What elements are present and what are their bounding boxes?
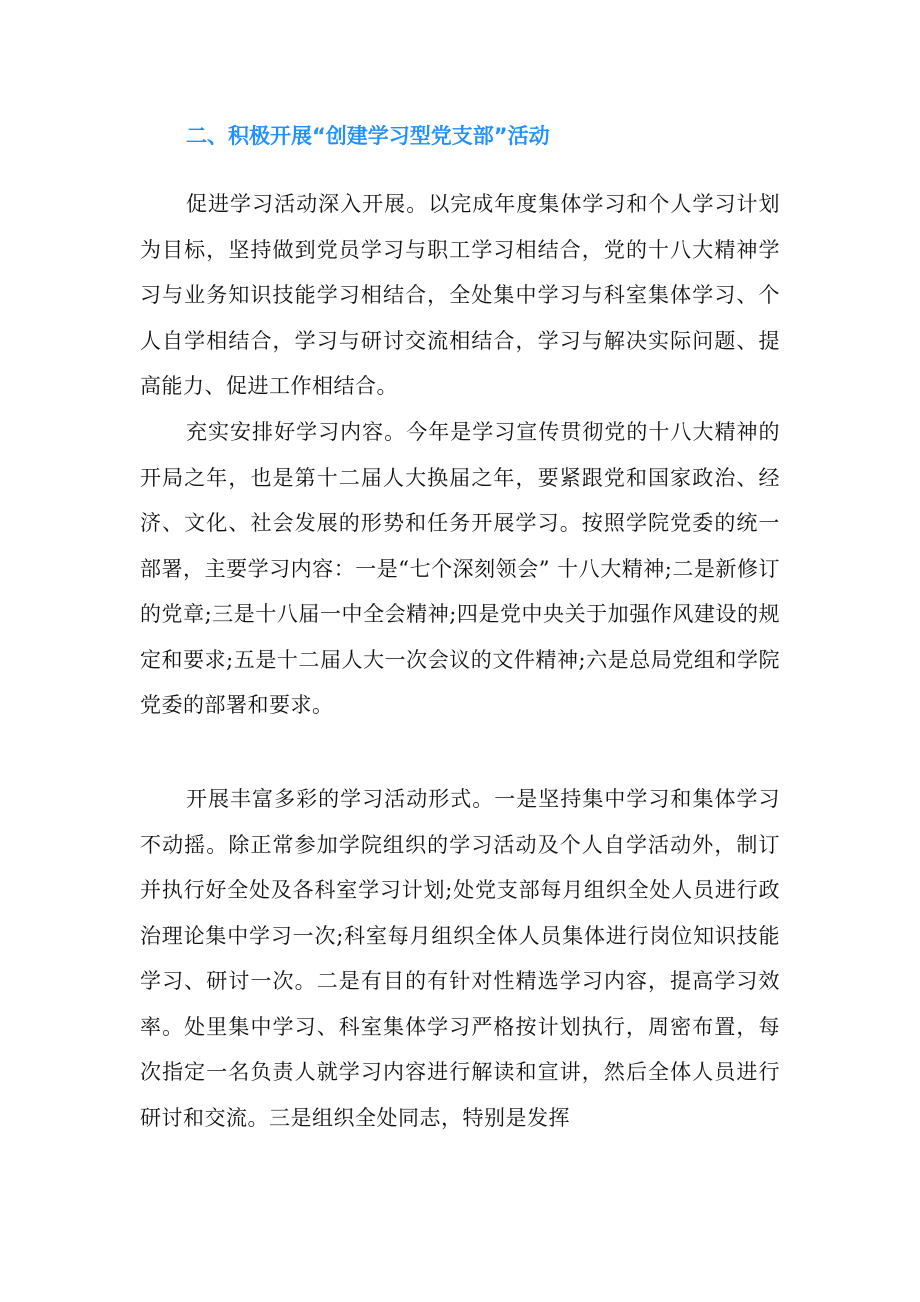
paragraph-learning-activities: 促进学习活动深入开展。以完成年度集体学习和个人学习计划为目标，坚持做到党员学习与职工学习相结合，党的十八大精神学习与业务知识技能学习相结合，全处集中学习与科室集体学习、个人自学相结合，学习与研讨交流相结合，学习与解决实际问题、提高能力、促进工作相结合。 [140, 192, 780, 398]
section-heading: 二、积极开展“创建学习型党支部”活动 [186, 124, 550, 148]
paragraph-activity-forms: 开展丰富多彩的学习活动形式。一是坚持集中学习和集体学习不动摇。除正常参加学院组织的学习活动及个人自学活动外，制订并执行好全处及各科室学习计划;处党支部每月组织全处人员进行政治理论集中学习一次;科室每月组织全体人员集体进行岗位知识技能学习、研讨一次。二是有目的有针对性精选学习内容，提高学习效率。处里集中学习、科室集体学习严格按计划执行，周密布置，每次指定一名负责人就学习内容进行解读和宣讲，然后全体人员进行研讨和交流。三是组织全处同志，特别是发挥 [140, 787, 780, 1130]
paragraph-learning-content: 充实安排好学习内容。今年是学习宣传贯彻党的十八大精神的开局之年，也是第十二届人大换届之年，要紧跟党和国家政治、经济、文化、社会发展的形势和任务开展学习。按照学院党委的统一部署，主要学习内容：一是“七个深刻领会” 十八大精神;二是新修订的党章;三是十八届一中全会精神;四是党中央关于加强作风建设的规定和要求;五是十二届人大一次会议的文件精神;六是总局党组和学院党委的部署和要求。 [140, 420, 780, 717]
